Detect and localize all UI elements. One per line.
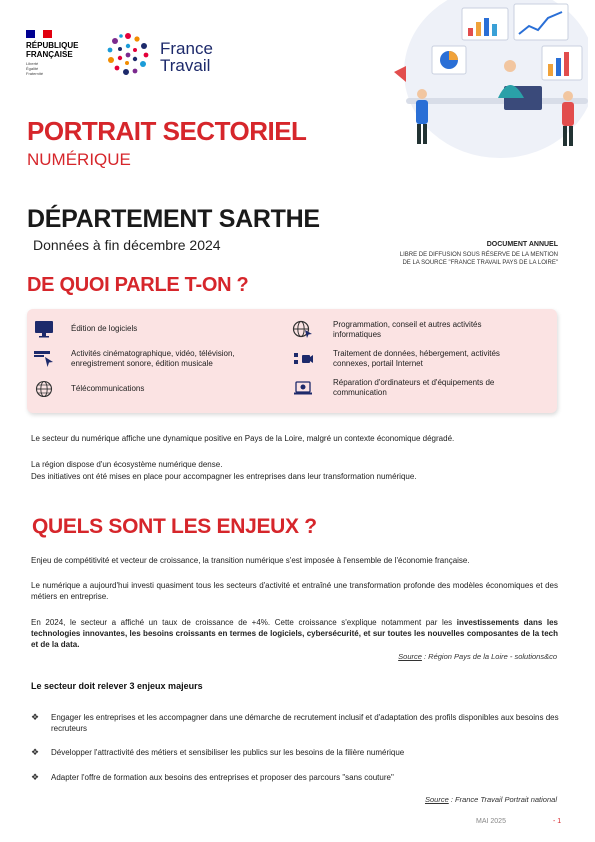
- section-heading-quoi: DE QUOI PARLE T-ON ?: [27, 274, 249, 296]
- rf-motto: Liberté Égalité Fraternité: [26, 61, 44, 76]
- sector-label: Télécommunications: [71, 384, 145, 393]
- monitor-icon: [33, 320, 55, 338]
- enjeux-list-title: Le secteur doit relever 3 enjeux majeurs: [31, 681, 203, 691]
- diamond-bullet-icon: ❖: [31, 747, 40, 757]
- page-number: - 1: [553, 818, 562, 825]
- digital-dashboard-illustration: [392, 0, 588, 160]
- rf-text: RÉPUBLIQUE FRANÇAISE: [26, 41, 79, 59]
- sector-label: Activités cinématographique, vidéo, télévision, enregistrement sonore, édition musicale: [71, 349, 235, 368]
- source-text: : France Travail Portrait national: [448, 795, 557, 804]
- doc-type-label: DOCUMENT ANNUEL: [486, 241, 558, 248]
- list-item-text: Développer l'attractivité des métiers et sensibiliser les publics sur les besoins de la filière numérique: [51, 748, 405, 757]
- france-travail-logo-icon: [104, 30, 152, 78]
- web-cursor-icon: [292, 320, 314, 338]
- sector-label: Réparation d'ordinateurs et d'équipements de communication: [333, 378, 495, 397]
- enjeux-paragraph: Le numérique a aujourd'hui investi quasiment tous les secteurs d'activité et entraîné une transformation profonde des modèles économiques et des métiers en entreprise.: [31, 581, 558, 601]
- section-heading-enjeux: QUELS SONT LES ENJEUX ?: [32, 515, 317, 538]
- republique-francaise-logo: [26, 30, 86, 76]
- source-label: Source: [424, 795, 449, 804]
- french-flag-icon: [26, 30, 52, 38]
- list-item-text: Adapter l'offre de formation aux besoins des entreprises et proposer des parcours "sans couture": [51, 773, 394, 782]
- list-item: [31, 772, 561, 783]
- diamond-bullet-icon: ❖: [31, 772, 40, 782]
- list-item-text: Engager les entreprises et les accompagner dans une démarche de recrutement inclusif et d'adaptation des profils disponibles aux besoins des recruteurs: [51, 713, 559, 733]
- footer-date: MAI 2025: [476, 818, 506, 825]
- enjeux-paragraph: [31, 617, 558, 650]
- sector-label: Édition de logiciels: [71, 324, 138, 333]
- intro-paragraph: Le secteur du numérique affiche une dynamique positive en Pays de la Loire, malgré un contexte économique dégradé.: [31, 434, 455, 443]
- source-note: [250, 652, 557, 661]
- source-label: Source: [398, 652, 422, 661]
- sector-label: Programmation, conseil et autres activités informatiques: [333, 320, 482, 339]
- data-date: Données à fin décembre 2024: [33, 237, 221, 253]
- department-heading: DÉPARTEMENT SARTHE: [27, 205, 320, 233]
- france-travail-brand-name: France Travail: [160, 39, 213, 75]
- source-note: [250, 795, 557, 804]
- diffusion-notice: LIBRE DE DIFFUSION SOUS RÉSERVE DE LA MENTION DE LA SOURCE "FRANCE TRAVAIL PAYS DE LA LOIRE": [399, 252, 558, 266]
- media-cursor-icon: [33, 350, 55, 368]
- laptop-repair-icon: [292, 380, 314, 398]
- enjeux-text: En 2024, le secteur a affiché un taux de croissance de +4%. Cette croissance s'explique notamment par les: [31, 618, 457, 627]
- data-camera-icon: [292, 350, 314, 368]
- enjeux-highlight: investissements dans les technologies innovantes, les besoins croissants en termes de logiciels, cybersécurité, et sur toutes les nouvelles composantes de la tech et de la data.: [31, 618, 558, 649]
- sector-label: Traitement de données, hébergement, activités connexes, portail Internet: [333, 349, 500, 368]
- enjeux-paragraph: Enjeu de compétitivité et vecteur de croissance, la transition numérique s'est imposée à l'ensemble de l'économie française.: [31, 556, 470, 565]
- list-item: [31, 747, 561, 758]
- intro-paragraph: La région dispose d'un écosystème numérique dense.: [31, 460, 223, 469]
- source-text: : Région Pays de la Loire - solutions&co: [421, 652, 557, 661]
- globe-network-icon: [33, 380, 55, 398]
- list-item: [31, 712, 561, 734]
- diamond-bullet-icon: ❖: [31, 712, 40, 722]
- page-title: PORTRAIT SECTORIEL: [27, 116, 307, 146]
- page-subtitle: NUMÉRIQUE: [27, 150, 131, 169]
- intro-paragraph: Des initiatives ont été mises en place pour accompagner les entreprises dans leur transformation numérique.: [31, 472, 417, 481]
